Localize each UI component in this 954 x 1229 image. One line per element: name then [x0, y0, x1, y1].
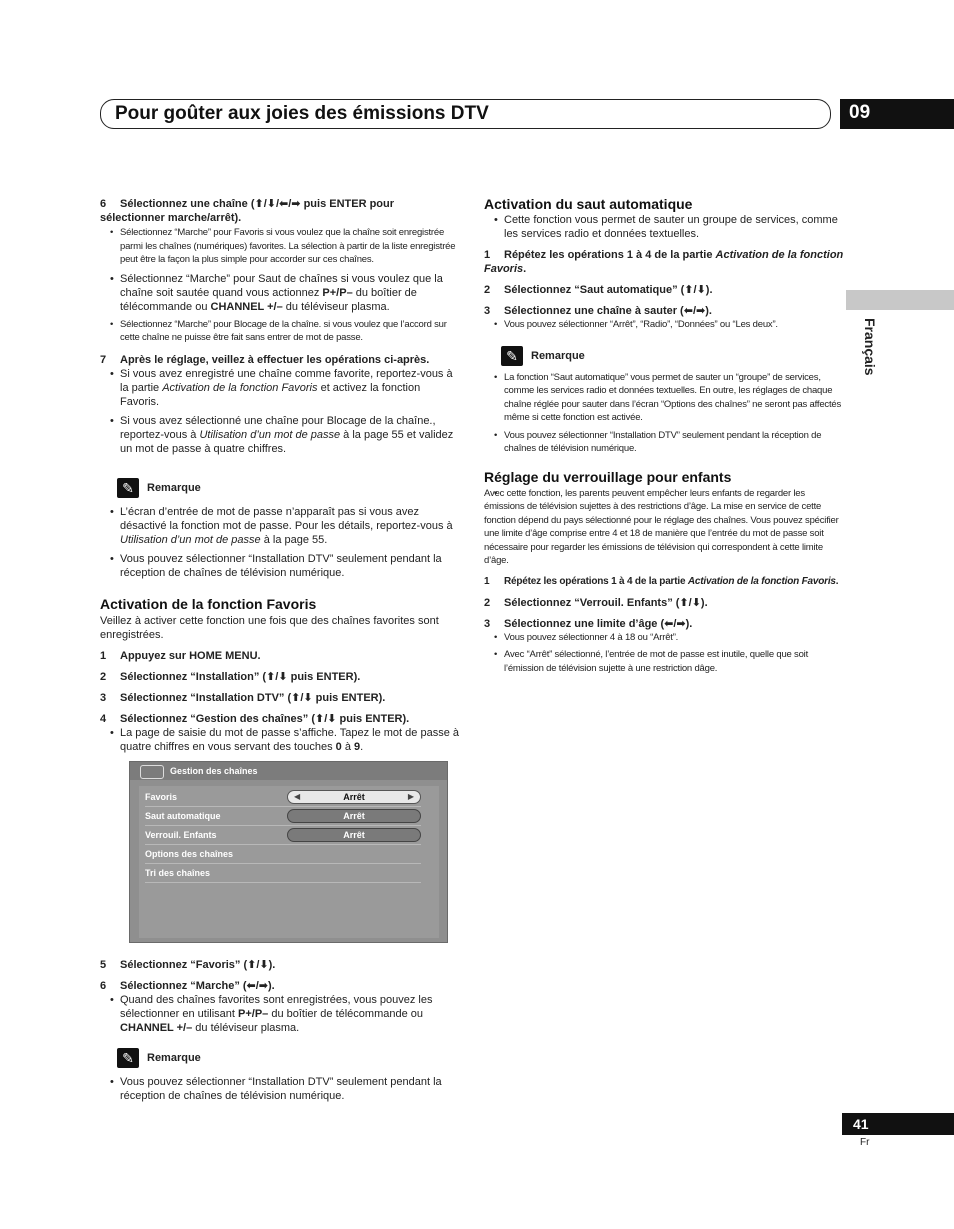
- verrouil-selector[interactable]: Arrêt: [287, 828, 421, 842]
- note-header: [100, 478, 460, 498]
- step-6-cont: sélectionner marche/arrêt).: [100, 212, 242, 224]
- pencil-icon: ✎: [117, 478, 139, 498]
- pencil-icon: ✎: [117, 1048, 139, 1068]
- list-item: • L’écran d’entrée de mot de passe n’apparaît pas si vous avez désactivé la fonction mot de passe. Pour les détails, reportez-vous à Utilisation d’un mot de passe à la page 55.: [100, 505, 460, 547]
- step-3: 3 Sélectionnez “Installation DTV” (⬆/⬇ puis ENTER).: [100, 691, 386, 704]
- step-2: 2 Sélectionnez “Installation” (⬆/⬇ puis ENTER).: [100, 670, 361, 683]
- step-7: 7 Après le réglage, veillez à effectuer les opérations ci-après.: [100, 353, 430, 366]
- step-4: 4 Sélectionnez “Gestion des chaînes” (⬆/⬇ puis ENTER).: [100, 712, 410, 725]
- step-2: 2 Sélectionnez “Saut automatique” (⬆/⬇).: [484, 284, 713, 296]
- tv-icon: [140, 765, 164, 779]
- left-column-bottom: [100, 958, 460, 1103]
- note-header: [484, 346, 844, 366]
- screen-title: Gestion des chaînes: [170, 766, 258, 776]
- menu-row-options-des-chaines[interactable]: Options des chaînes: [145, 845, 421, 864]
- language-code: Fr: [860, 1137, 870, 1148]
- language-label: Français: [862, 318, 878, 376]
- page-number: 41: [842, 1113, 954, 1135]
- list-item: • Si vous avez sélectionné une chaîne pour Blocage de la chaîne., reportez-vous à Utilisation d’un mot de passe à la page 55 et validez un mot de passe à quatre chiffres.: [100, 414, 460, 456]
- list-item: • Cette fonction vous permet de sauter un groupe de services, comme les services radio et données textuelles.: [484, 213, 844, 241]
- menu-row-saut-automatique[interactable]: Saut automatique Arrêt: [145, 807, 421, 826]
- list-item: • La page de saisie du mot de passe s’affiche. Tapez le mot de passe à quatre chiffres en vous servant des touches 0 à 9.: [100, 726, 460, 754]
- section-intro: • Avec cette fonction, les parents peuvent empêcher leurs enfants de regarder les émissions de télévision sujettes à des restrictions d’âge. La mise en service de cette fonction dépend du pays sélectionné pour le réglage des chaînes. Vous pouvez spécifier une limite d’âge comprise entre 4 et 18 de manière que l’entrée du mot de passe soit nécessaire pour regarder les émissions de télévision qui correspondent à cette limite d’âge.: [484, 487, 844, 568]
- section-heading-favoris: Activation de la fonction Favoris: [100, 595, 317, 612]
- chapter-number: 09: [840, 99, 954, 129]
- section-heading-saut: Activation du saut automatique: [484, 196, 693, 212]
- note-title: Remarque: [147, 1052, 201, 1064]
- list-item: • Vous pouvez sélectionner “Installation DTV” seulement pendant la réception de chaînes de télévision numérique.: [100, 552, 460, 580]
- list-item: • Sélectionnez “Marche” pour Blocage de la chaîne. si vous voulez que l’accord sur cette chaîne ne puisse être fait sans entrer de mot de passe.: [100, 318, 460, 345]
- step-3: 3 Sélectionnez une limite d’âge (⬅/➡).: [484, 617, 693, 630]
- menu-panel: [139, 786, 439, 938]
- left-column: [100, 197, 460, 754]
- right-column: [484, 197, 844, 675]
- section-intro: Veillez à activer cette fonction une fois que des chaînes favorites sont enregistrées.: [100, 614, 439, 641]
- note-header: [100, 1048, 460, 1068]
- page-title: Pour goûter aux joies des émissions DTV: [115, 103, 489, 124]
- arrow-left-icon: ◀: [294, 792, 301, 801]
- step-6b: 6 Sélectionnez “Marche” (⬅/➡).: [100, 980, 275, 992]
- step-3: 3 Sélectionnez une chaîne à sauter (⬅/➡).: [484, 305, 712, 317]
- step-6: 6 Sélectionnez une chaîne (⬆/⬇/⬅/➡ puis ENTER pour: [100, 198, 395, 210]
- list-item: • Vous pouvez sélectionner 4 à 18 ou “Arrêt”.: [484, 631, 844, 645]
- step-1: 1 Répétez les opérations 1 à 4 de la partie Activation de la fonction Favoris.: [484, 575, 839, 587]
- language-tab: [846, 290, 954, 310]
- page-title-bar: [100, 99, 831, 129]
- screen-header: [130, 762, 447, 780]
- list-item: • La fonction “Saut automatique” vous permet de sauter un “groupe” de services, comme les services radio et données textuelles. En outre, les réglages de chaque chaîne réglée pour sauter dans l’écran “Options des chaînes” ne seront pas affectés même si cette fonction est activée.: [484, 371, 844, 425]
- list-item: • Sélectionnez “Marche” pour Favoris si vous voulez que la chaîne soit enregistrée parmi les chaînes (numériques) favorites. La sélection à partir de la liste enregistrée peut être la façon la plus simple pour accorder sur ces chaînes.: [100, 226, 460, 267]
- pencil-icon: ✎: [501, 346, 523, 366]
- list-item: • Avec “Arrêt” sélectionné, l’entrée de mot de passe est inutile, quelle que soit l’émission de télévision sujette à une restriction dâge.: [484, 648, 844, 675]
- menu-row-favoris[interactable]: Favoris ◀ Arrêt ▶: [145, 788, 421, 807]
- menu-row-tri-des-chaines[interactable]: Tri des chaînes: [145, 864, 421, 883]
- section-heading-verrouillage: Réglage du verrouillage pour enfants: [484, 468, 732, 485]
- list-item: • Vous pouvez sélectionner “Arrêt”, “Radio”, “Données” ou “Les deux”.: [484, 318, 844, 332]
- list-item: • Sélectionnez “Marche” pour Saut de chaînes si vous voulez que la chaîne soit sautée quand vous actionnez P+/P– du boîtier de télécommande ou CHANNEL +/– du téléviseur plasma.: [100, 272, 460, 314]
- step-1: 1 Appuyez sur HOME MENU.: [100, 649, 261, 662]
- step-5: 5 Sélectionnez “Favoris” (⬆/⬇).: [100, 959, 276, 971]
- menu-row-verrouil-enfants[interactable]: Verrouil. Enfants Arrêt: [145, 826, 421, 845]
- step-1: 1 Répétez les opérations 1 à 4 de la partie Activation de la fonction Favoris.: [484, 249, 844, 275]
- step-2: 2 Sélectionnez “Verrouil. Enfants” (⬆/⬇).: [484, 596, 708, 609]
- note-title: Remarque: [147, 481, 201, 494]
- list-item: • Quand des chaînes favorites sont enregistrées, vous pouvez les sélectionner en utilisant P+/P– du boîtier de télécommande ou CHANNEL +/– du téléviseur plasma.: [100, 993, 460, 1035]
- list-item: • Vous pouvez sélectionner “Installation DTV” seulement pendant la réception de chaînes de télévision numérique.: [484, 429, 844, 456]
- channel-management-screen: [129, 761, 448, 943]
- arrow-right-icon: ▶: [407, 792, 414, 801]
- favoris-selector[interactable]: ◀ Arrêt ▶: [287, 790, 421, 804]
- saut-selector[interactable]: Arrêt: [287, 809, 421, 823]
- list-item: • Si vous avez enregistré une chaîne comme favorite, reportez-vous à la partie Activation de la fonction Favoris et activez la fonction Favoris.: [100, 367, 460, 409]
- note-title: Remarque: [531, 349, 585, 362]
- list-item: • Vous pouvez sélectionner “Installation DTV” seulement pendant la réception de chaînes de télévision numérique.: [100, 1075, 460, 1103]
